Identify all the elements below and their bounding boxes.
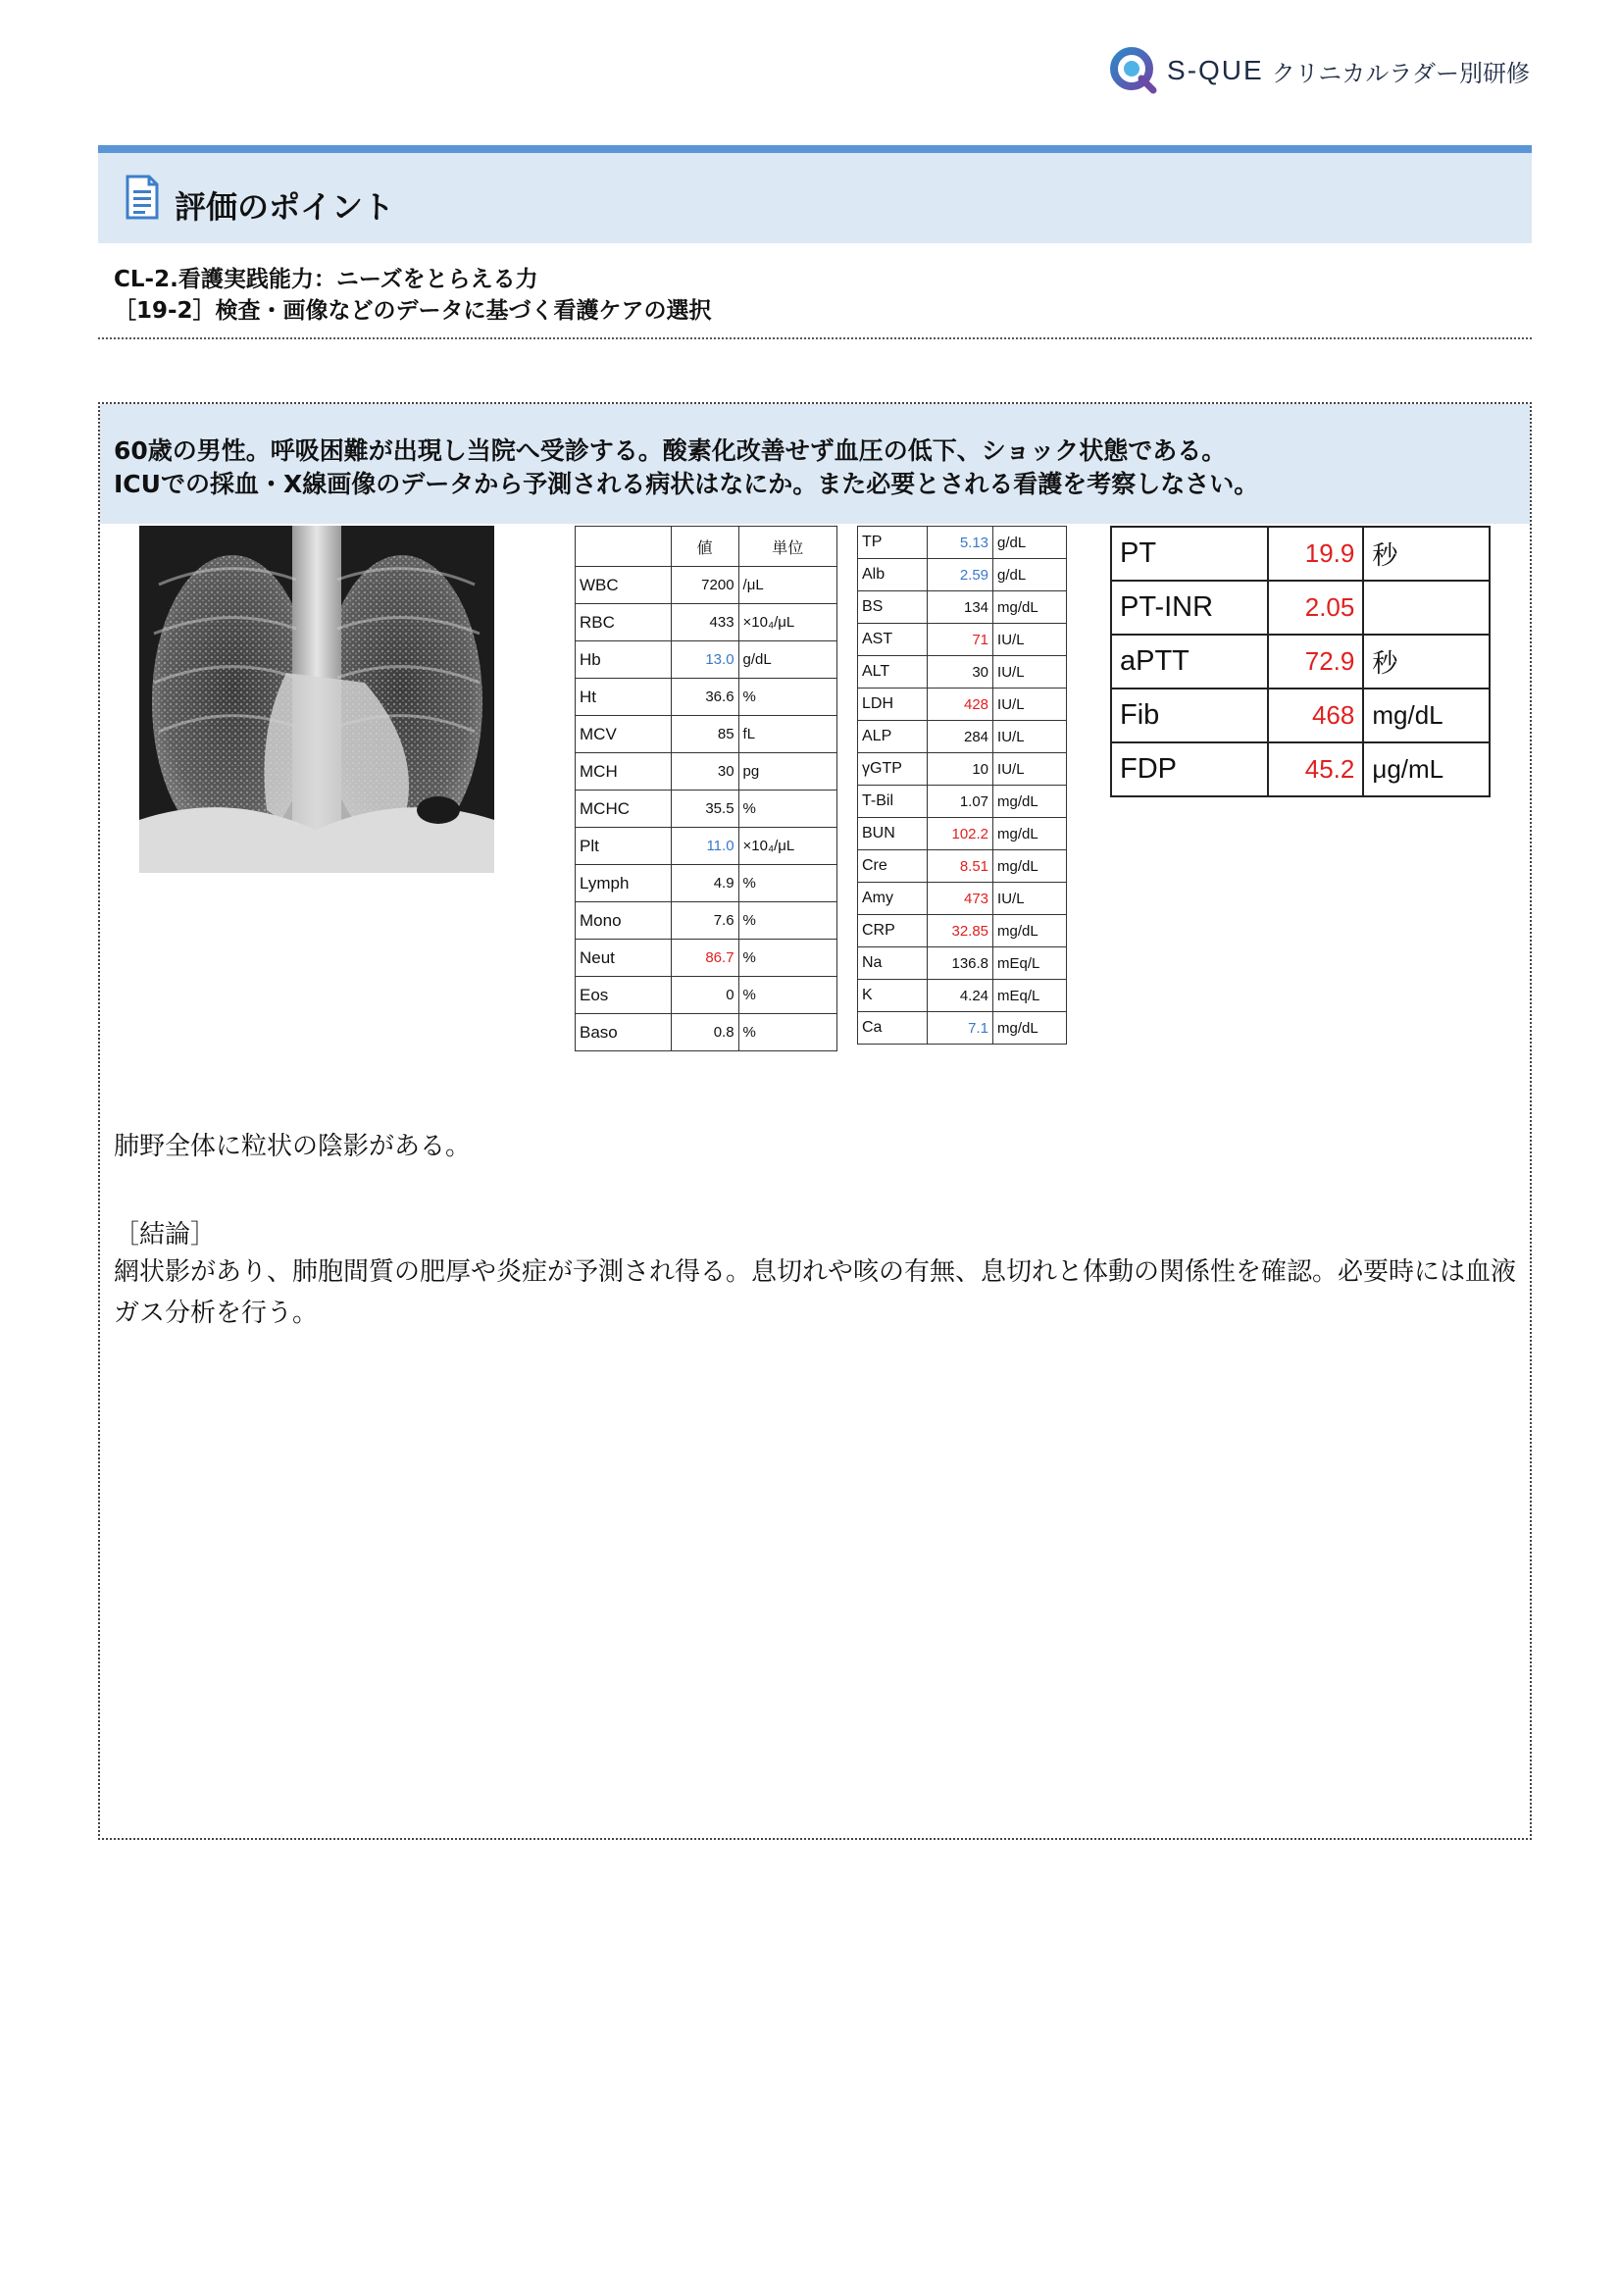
table-row: [1111, 742, 1490, 796]
table-row: [858, 656, 1067, 689]
cell-name: T-Bil: [858, 786, 928, 818]
cell-value: 7.6: [671, 902, 738, 940]
cell-name: ALP: [858, 721, 928, 753]
table-row: [576, 567, 837, 604]
cell-name: Eos: [576, 977, 672, 1014]
header-cell-value: 値: [671, 527, 738, 567]
cell-name: LDH: [858, 689, 928, 721]
cell-unit: mg/dL: [1363, 689, 1490, 742]
cell-unit: %: [738, 1014, 836, 1051]
cell-name: PT-INR: [1111, 581, 1268, 635]
blood-count-header-row: [576, 527, 837, 567]
cell-value: 30: [671, 753, 738, 791]
document-icon: [126, 175, 159, 220]
cell-name: BUN: [858, 818, 928, 850]
table-row: [576, 604, 837, 641]
cell-value: 85: [671, 716, 738, 753]
header-cell-unit: 単位: [738, 527, 836, 567]
chemistry-table: [857, 526, 1067, 1045]
table-row: [576, 753, 837, 791]
cell-name: TP: [858, 527, 928, 559]
table-row: [576, 977, 837, 1014]
brand-logo-area: [1108, 45, 1530, 96]
brand-name: S-QUE: [1167, 55, 1264, 85]
table-row: [858, 591, 1067, 624]
table-row: [576, 641, 837, 679]
cell-unit: %: [738, 940, 836, 977]
cell-value: 284: [928, 721, 993, 753]
table-row: [858, 947, 1067, 980]
conclusion-text: 網状影があり、肺胞間質の肥厚や炎症が予測され得る。息切れや咳の有無、息切れと体動の関係性を確認。必要時には血液ガス分析を行う。: [114, 1257, 1517, 1328]
cell-unit: μg/mL: [1363, 742, 1490, 796]
cell-unit: mg/dL: [993, 818, 1067, 850]
sque-logo-icon: [1108, 45, 1159, 96]
cell-name: K: [858, 980, 928, 1012]
cell-unit: mg/dL: [993, 786, 1067, 818]
table-row: [576, 828, 837, 865]
cell-unit: IU/L: [993, 753, 1067, 786]
cell-value: 71: [928, 624, 993, 656]
cell-value: 30: [928, 656, 993, 689]
cell-value: 0: [671, 977, 738, 1014]
cell-name: AST: [858, 624, 928, 656]
cell-name: Plt: [576, 828, 672, 865]
table-row: [858, 850, 1067, 883]
cell-value: 10: [928, 753, 993, 786]
cell-name: MCH: [576, 753, 672, 791]
cell-unit: fL: [738, 716, 836, 753]
cell-name: WBC: [576, 567, 672, 604]
cell-name: aPTT: [1111, 635, 1268, 689]
cell-unit: /μL: [738, 567, 836, 604]
table-row: [1111, 635, 1490, 689]
cell-unit: %: [738, 902, 836, 940]
cell-name: Ca: [858, 1012, 928, 1045]
cell-unit: IU/L: [993, 689, 1067, 721]
table-row: [858, 818, 1067, 850]
cell-unit: ×10₄/μL: [738, 604, 836, 641]
cell-value: 1.07: [928, 786, 993, 818]
cell-value: 32.85: [928, 915, 993, 947]
table-row: [858, 721, 1067, 753]
header-cell-name: [576, 527, 672, 567]
cell-unit: mg/dL: [993, 915, 1067, 947]
cell-value: 2.05: [1268, 581, 1363, 635]
table-row: [1111, 689, 1490, 742]
cell-value: 2.59: [928, 559, 993, 591]
divider: [98, 337, 1532, 339]
cell-value: 36.6: [671, 679, 738, 716]
cell-name: Lymph: [576, 865, 672, 902]
cell-name: FDP: [1111, 742, 1268, 796]
cell-value: 473: [928, 883, 993, 915]
cell-unit: g/dL: [738, 641, 836, 679]
cell-unit: mg/dL: [993, 591, 1067, 624]
cell-unit: mg/dL: [993, 850, 1067, 883]
case-line-2: ICUでの採血・X線画像のデータから予測される病状はなにか。また必要とされる看護を考察しなさい。: [114, 470, 1259, 498]
blood-count-table: [575, 526, 837, 1051]
cell-name: Fib: [1111, 689, 1268, 742]
table-row: [858, 527, 1067, 559]
cell-unit: 秒: [1363, 527, 1490, 581]
subtitle-line-2: ［19-2］検査・画像などのデータに基づく看護ケアの選択: [114, 298, 712, 324]
cell-unit: g/dL: [993, 527, 1067, 559]
cell-value: 45.2: [1268, 742, 1363, 796]
table-row: [858, 753, 1067, 786]
cell-unit: %: [738, 791, 836, 828]
cell-value: 134: [928, 591, 993, 624]
table-row: [858, 624, 1067, 656]
cell-value: 102.2: [928, 818, 993, 850]
xray-finding: 肺野全体に粒状の陰影がある。: [114, 1132, 472, 1161]
cell-name: RBC: [576, 604, 672, 641]
cell-unit: mEq/L: [993, 980, 1067, 1012]
cell-unit: %: [738, 679, 836, 716]
cell-name: CRP: [858, 915, 928, 947]
table-row: [576, 1014, 837, 1051]
cell-value: 19.9: [1268, 527, 1363, 581]
cell-unit: IU/L: [993, 656, 1067, 689]
cell-value: 72.9: [1268, 635, 1363, 689]
table-row: [858, 1012, 1067, 1045]
cell-name: Cre: [858, 850, 928, 883]
cell-value: 7200: [671, 567, 738, 604]
cell-name: Mono: [576, 902, 672, 940]
cell-name: γGTP: [858, 753, 928, 786]
case-statement: [100, 404, 1530, 524]
coagulation-table: [1110, 526, 1491, 797]
cell-value: 4.24: [928, 980, 993, 1012]
table-row: [858, 915, 1067, 947]
table-row: [858, 689, 1067, 721]
cell-value: 468: [1268, 689, 1363, 742]
cell-value: 86.7: [671, 940, 738, 977]
cell-name: MCV: [576, 716, 672, 753]
cell-value: 7.1: [928, 1012, 993, 1045]
table-row: [1111, 581, 1490, 635]
cell-unit: IU/L: [993, 624, 1067, 656]
cell-unit: ×10₄/μL: [738, 828, 836, 865]
conclusion-label: ［結論］: [114, 1220, 217, 1250]
cell-name: ALT: [858, 656, 928, 689]
cell-unit: pg: [738, 753, 836, 791]
cell-value: 4.9: [671, 865, 738, 902]
subtitle-line-1: CL-2.看護実践能力：ニーズをとらえる力: [114, 267, 538, 292]
cell-name: Amy: [858, 883, 928, 915]
section-header: [98, 145, 1532, 243]
case-line-1: 60歳の男性。呼吸困難が出現し当院へ受診する。酸素化改善せず血圧の低下、ショック状態である。: [114, 436, 1227, 465]
cell-unit: [1363, 581, 1490, 635]
table-row: [576, 679, 837, 716]
table-row: [858, 883, 1067, 915]
cell-unit: %: [738, 977, 836, 1014]
case-box: [98, 402, 1532, 1840]
cell-unit: mg/dL: [993, 1012, 1067, 1045]
table-row: [576, 865, 837, 902]
cell-unit: IU/L: [993, 721, 1067, 753]
cell-value: 428: [928, 689, 993, 721]
cell-value: 5.13: [928, 527, 993, 559]
cell-name: Baso: [576, 1014, 672, 1051]
cell-unit: IU/L: [993, 883, 1067, 915]
cell-unit: mEq/L: [993, 947, 1067, 980]
cell-name: BS: [858, 591, 928, 624]
chest-xray-image: [139, 526, 494, 873]
table-row: [576, 716, 837, 753]
table-row: [1111, 527, 1490, 581]
cell-name: Ht: [576, 679, 672, 716]
cell-name: PT: [1111, 527, 1268, 581]
cell-value: 13.0: [671, 641, 738, 679]
brand-subtitle: クリニカルラダー別研修: [1271, 59, 1530, 87]
cell-value: 11.0: [671, 828, 738, 865]
cell-value: 35.5: [671, 791, 738, 828]
cell-unit: g/dL: [993, 559, 1067, 591]
cell-value: 0.8: [671, 1014, 738, 1051]
table-row: [858, 786, 1067, 818]
cell-value: 8.51: [928, 850, 993, 883]
cell-unit: %: [738, 865, 836, 902]
table-row: [576, 902, 837, 940]
cell-name: Na: [858, 947, 928, 980]
cell-name: Alb: [858, 559, 928, 591]
table-row: [576, 791, 837, 828]
table-row: [858, 559, 1067, 591]
table-row: [576, 940, 837, 977]
cell-unit: 秒: [1363, 635, 1490, 689]
cell-name: MCHC: [576, 791, 672, 828]
cell-name: Hb: [576, 641, 672, 679]
cell-value: 136.8: [928, 947, 993, 980]
cell-value: 433: [671, 604, 738, 641]
page-title: 評価のポイント: [175, 188, 395, 226]
cell-name: Neut: [576, 940, 672, 977]
table-row: [858, 980, 1067, 1012]
